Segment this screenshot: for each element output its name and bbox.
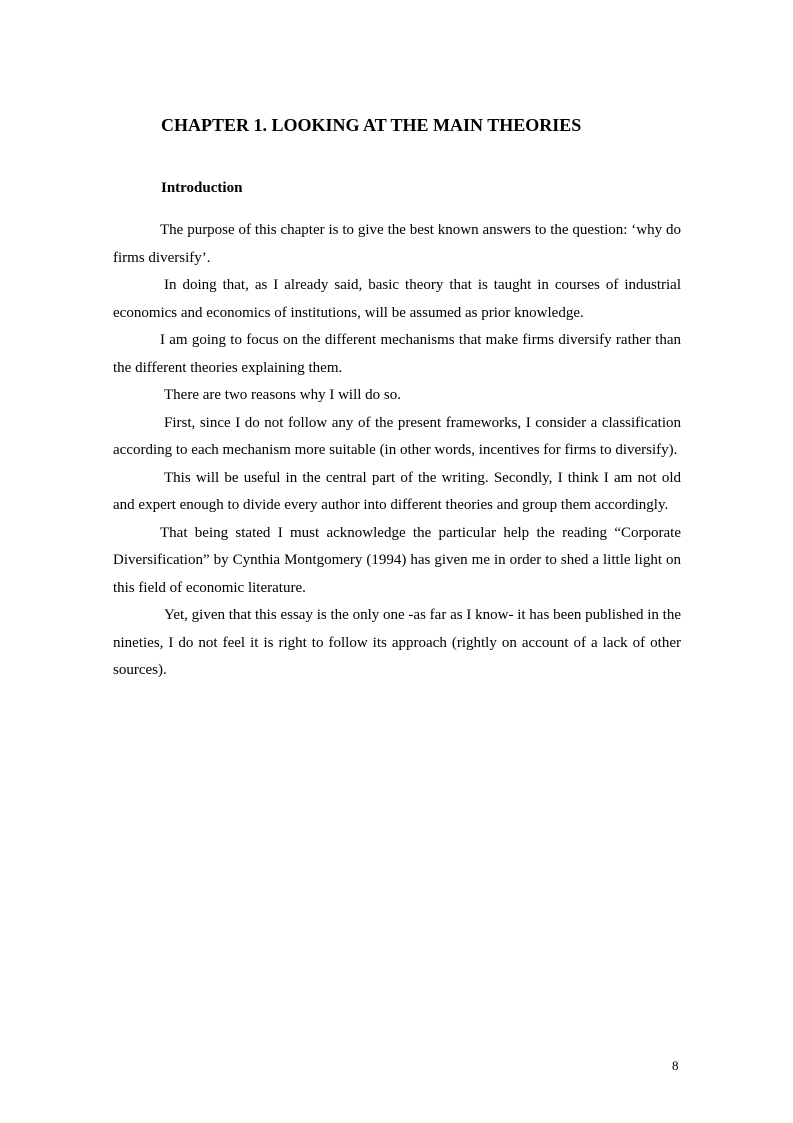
chapter-title: CHAPTER 1. LOOKING AT THE MAIN THEORIES	[161, 115, 582, 135]
paragraph: This will be useful in the central part of the writing. Secondly, I think I am not old and expert enough to divide every author into different theories and group them accordingly.	[113, 469, 681, 513]
body-text	[113, 217, 681, 685]
page-number: 8	[672, 1058, 679, 1073]
paragraph: The purpose of this chapter is to give the best known answers to the question: ‘why do firms diversify’.	[113, 222, 681, 266]
paragraph: There are two reasons why I will do so.	[164, 387, 402, 403]
paragraph: Yet, given that this essay is the only one -as far as I know- it has been published in the nineties, I do not feel it is right to follow its approach (rightly on account of a lack of other sources).	[113, 607, 681, 678]
paragraph: I am going to focus on the different mechanisms that make firms diversify rather than the different theories explaining them.	[113, 332, 681, 376]
section-heading: Introduction	[161, 180, 243, 196]
paragraph: First, since I do not follow any of the present frameworks, I consider a classification according to each mechanism more suitable (in other words, incentives for firms to diversify).	[113, 414, 681, 458]
paragraph: In doing that, as I already said, basic theory that is taught in courses of industrial economics and economics of institutions, will be assumed as prior knowledge.	[113, 277, 681, 321]
paragraph: That being stated I must acknowledge the particular help the reading “Corporate Diversification” by Cynthia Montgomery (1994) has given me in order to shed a little light on this field of economic literature.	[113, 524, 681, 596]
